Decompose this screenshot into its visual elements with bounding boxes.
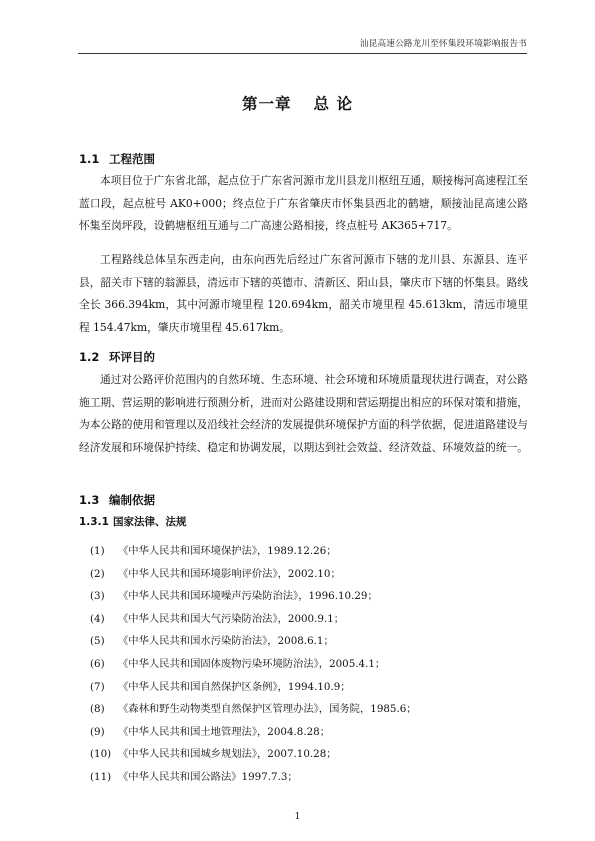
paragraph-scope-2: 工程路线总体呈东西走向，由东向西先后经过广东省河源市下辖的龙川县、东源县、连平县，韶关市下辖的翁源县，清远市下辖的英德市、清新区、阳山县，肇庆市下辖的怀集县。路线全长 366.394km，其中河源市境里程 120.694km，韶关市境里程 45.613km，清远市境里程 154.47km，肇庆市境里程 45.617km。	[79, 253, 528, 334]
section-title: 编制依据	[109, 493, 155, 507]
list-text: 《中华人民共和国大气污染防治法》，2000.9.1；	[118, 612, 345, 625]
list-index: (4)	[90, 612, 105, 625]
chapter-title	[0, 92, 595, 114]
list-index: (8)	[90, 703, 105, 716]
subsection-number: 1.3.1	[79, 516, 109, 528]
section-heading-1-2	[79, 349, 155, 365]
list-text: 《中华人民共和国城乡规划法》，2007.10.28；	[118, 748, 337, 761]
list-item	[90, 608, 417, 631]
list-index: (5)	[90, 635, 105, 648]
list-text: 《中华人民共和国自然保护区条例》，1994.10.9；	[118, 680, 351, 693]
list-item	[90, 766, 417, 789]
list-item	[90, 743, 417, 766]
paragraph-purpose: 通过对公路评价范围内的自然环境、生态环境、社会环境和环境质量现状进行调查，对公路施工期、营运期的影响进行预测分析，进而对公路建设期和营运期提出相应的环保对策和措施，为本公路的使用和管理以及沿线社会经济的发展提供环境保护方面的科学依据，促进道路建设与经济发展和环境保护持续、稳定和协调发展，以期达到社会效益、经济效益、环境效益的统一。	[79, 373, 528, 454]
page-number: 1	[294, 812, 301, 822]
list-index: (7)	[90, 680, 105, 693]
chapter-name: 总 论	[313, 95, 353, 113]
list-text: 《中华人民共和国环境保护法》，1989.12.26；	[118, 545, 337, 557]
list-text: 《中华人民共和国固体废物污染环境防治法》，2005.4.1；	[118, 657, 386, 670]
list-text: 《中华人民共和国公路法》1997.7.3；	[118, 770, 298, 783]
list-item	[90, 540, 417, 563]
list-item	[90, 721, 417, 744]
section-heading-1-1	[79, 151, 155, 167]
list-item	[90, 563, 417, 586]
list-text: 《森林和野生动物类型自然保护区管理办法》，国务院，1985.6；	[118, 703, 417, 716]
section-number: 1.3	[79, 493, 100, 507]
header-rule	[78, 53, 527, 54]
list-item	[90, 676, 417, 699]
list-text: 《中华人民共和国土地管理法》，2004.8.28；	[118, 725, 331, 738]
list-text: 《中华人民共和国环境影响评价法》，2002.10；	[118, 567, 341, 580]
section-number: 1.1	[79, 152, 100, 166]
section-title: 环评目的	[109, 350, 155, 364]
list-text: 《中华人民共和国环境噪声污染防治法》，1996.10.29；	[118, 590, 378, 603]
list-index: (11)	[90, 770, 112, 783]
running-header: 汕昆高速公路龙川至怀集段环境影响报告书	[359, 39, 527, 49]
list-index: (2)	[90, 567, 105, 580]
list-index: (3)	[90, 590, 105, 603]
subsection-title: 国家法律、法规	[113, 516, 187, 528]
list-item	[90, 630, 417, 653]
list-index: (9)	[90, 725, 105, 738]
section-number: 1.2	[79, 350, 100, 364]
list-item	[90, 585, 417, 608]
list-index: (6)	[90, 657, 105, 670]
paragraph-scope-1: 本项目位于广东省北部，起点位于广东省河源市龙川县龙川枢纽互通，顺接梅河高速程江至蓝口段，起点桩号 AK0+000；终点位于广东省肇庆市怀集县西北的鹤塘，顺接汕昆高速公路怀集至岗坪段，设鹤塘枢纽互通与二广高速公路相接，终点桩号 AK365+717。	[79, 174, 528, 232]
section-heading-1-3	[79, 492, 155, 508]
section-title: 工程范围	[109, 152, 155, 166]
subsection-heading-1-3-1	[79, 514, 187, 529]
list-item	[90, 698, 417, 721]
list-item	[90, 653, 417, 676]
list-index: (1)	[90, 545, 105, 557]
list-index: (10)	[90, 748, 112, 761]
list-text: 《中华人民共和国水污染防治法》，2008.6.1；	[118, 635, 334, 648]
regulation-list	[90, 540, 417, 789]
chapter-label: 第一章	[242, 95, 292, 113]
